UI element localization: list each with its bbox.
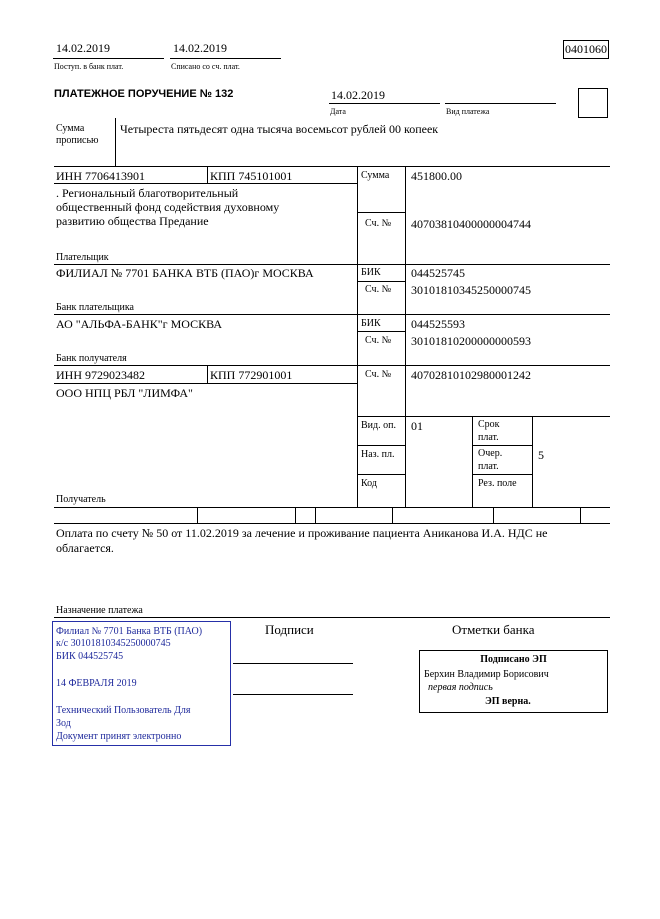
divider [207,166,208,183]
divider [357,474,405,475]
payer-name: общественный фонд содействия духовному [56,200,280,214]
priority-label: Очер. [478,448,503,459]
op-type-label: Вид. оп. [361,420,396,431]
term-label: Срок [478,419,500,430]
priority-value: 5 [538,448,544,462]
payer-bank-name: ФИЛИАЛ № 7701 БАНКА ВТБ (ПАО)г МОСКВА [56,266,314,280]
divider [54,507,610,508]
purpose-code-label: Наз. пл. [361,449,395,460]
divider [54,383,357,384]
bank-stamp-date: 14 ФЕВРАЛЯ 2019 [56,678,137,689]
divider [532,416,533,507]
amount-value: 451800.00 [411,169,462,183]
payee-bank-account-label: Сч. № [365,335,392,346]
e-signature-signer: Берхин Владимир Борисович [424,669,549,680]
divider [445,103,556,104]
divider [472,416,473,507]
amount-words-value: Четыреста пятьдесят одна тысяча восемьсот рублей 00 копеек [120,122,439,136]
divider [493,507,494,523]
bank-stamp-line: Филиал № 7701 Банка ВТБ (ПАО) [56,626,203,637]
payee-bank-bik-label: БИК [361,318,381,329]
divider [295,507,296,523]
divider [357,331,405,332]
divider [54,166,610,167]
payee-bank-caption: Банк получателя [56,353,127,364]
divider [357,166,358,507]
bank-stamp-line: к/с 30101810345250000745 [56,638,171,649]
bank-stamp-user: Зод [56,718,71,729]
payer-inn: ИНН 7706413901 [56,169,145,183]
order-date-caption: Дата [330,107,346,116]
amount-label: Сумма [361,170,390,181]
divider [54,264,610,265]
divider [115,118,116,166]
divider [53,58,164,59]
signature-line [233,663,353,664]
payer-bank-account-value: 30101810345250000745 [411,283,531,297]
priority-label: плат. [478,461,499,472]
page-title: ПЛАТЕЖНОЕ ПОРУЧЕНИЕ № 132 [54,88,234,100]
date-received: 14.02.2019 [56,41,110,55]
payer-bank-bik-value: 044525745 [411,266,465,280]
divider [357,212,405,213]
purpose-text: Оплата по счету № 50 от 11.02.2019 за лечение и проживание пациента Аниканова И.А. НДС не [56,526,548,540]
payer-account-label: Сч. № [365,218,392,229]
payer-account-value: 40703810400000004744 [411,217,531,231]
form-code: 0401060 [563,40,609,59]
bank-marks-caption: Отметки банка [452,622,535,637]
divider [197,507,198,523]
payer-caption: Плательщик [56,252,109,263]
payee-bank-name: АО "АЛЬФА-БАНК"г МОСКВА [56,317,223,331]
divider [392,507,393,523]
purpose-text: облагается. [56,541,114,555]
payer-bank-account-label: Сч. № [365,284,392,295]
divider [329,103,440,104]
signatures-caption: Подписи [265,622,314,637]
payer-bank-caption: Банк плательщика [56,302,134,313]
payee-name: ООО НПЦ РБЛ "ЛИМФА" [56,386,193,400]
code-label: Код [361,478,377,489]
divider [54,314,610,315]
payer-bank-bik-label: БИК [361,267,381,278]
divider [405,166,406,507]
e-signature-type: первая подпись [428,682,493,693]
reserve-label: Рез. поле [478,478,517,489]
payee-account-value: 40702810102980001242 [411,368,531,382]
payment-type-caption: Вид платежа [446,107,490,116]
divider [54,617,610,618]
divider [54,523,610,524]
payee-bank-bik-value: 044525593 [411,317,465,331]
order-date: 14.02.2019 [331,88,385,102]
payee-bank-account-value: 30101810200000000593 [411,334,531,348]
divider [54,183,357,184]
e-signature-verified: ЭП верна. [485,696,531,707]
divider [54,365,610,366]
signature-line [233,694,353,695]
divider [357,445,405,446]
payee-inn: ИНН 9729023482 [56,368,145,382]
payer-name: . Региональный благотворительный [56,186,239,200]
payer-kpp: КПП 745101001 [210,169,293,183]
term-label: плат. [478,432,499,443]
purpose-caption: Назначение платежа [56,605,143,616]
payee-account-label: Сч. № [365,369,392,380]
bank-stamp-accepted: Документ принят электронно [56,731,182,742]
divider [357,281,405,282]
divider [472,445,532,446]
e-signature-title: Подписано ЭП [480,654,547,665]
date-received-caption: Поступ. в банк плат. [54,62,124,71]
date-debited-caption: Списано со сч. плат. [171,62,240,71]
divider [170,58,281,59]
op-type-value: 01 [411,419,423,433]
amount-words-label: прописью [56,135,99,146]
amount-words-label: Сумма [56,123,85,134]
divider [207,365,208,383]
bank-stamp-user: Технический Пользователь Для [56,705,191,716]
divider [580,507,581,523]
divider [315,507,316,523]
payee-kpp: КПП 772901001 [210,368,293,382]
date-debited: 14.02.2019 [173,41,227,55]
payee-caption: Получатель [56,494,106,505]
payer-name: развитию общества Предание [56,214,209,228]
divider [472,474,532,475]
bank-stamp-line: БИК 044525745 [56,651,124,662]
divider [357,416,610,417]
payment-status-box [578,88,608,118]
